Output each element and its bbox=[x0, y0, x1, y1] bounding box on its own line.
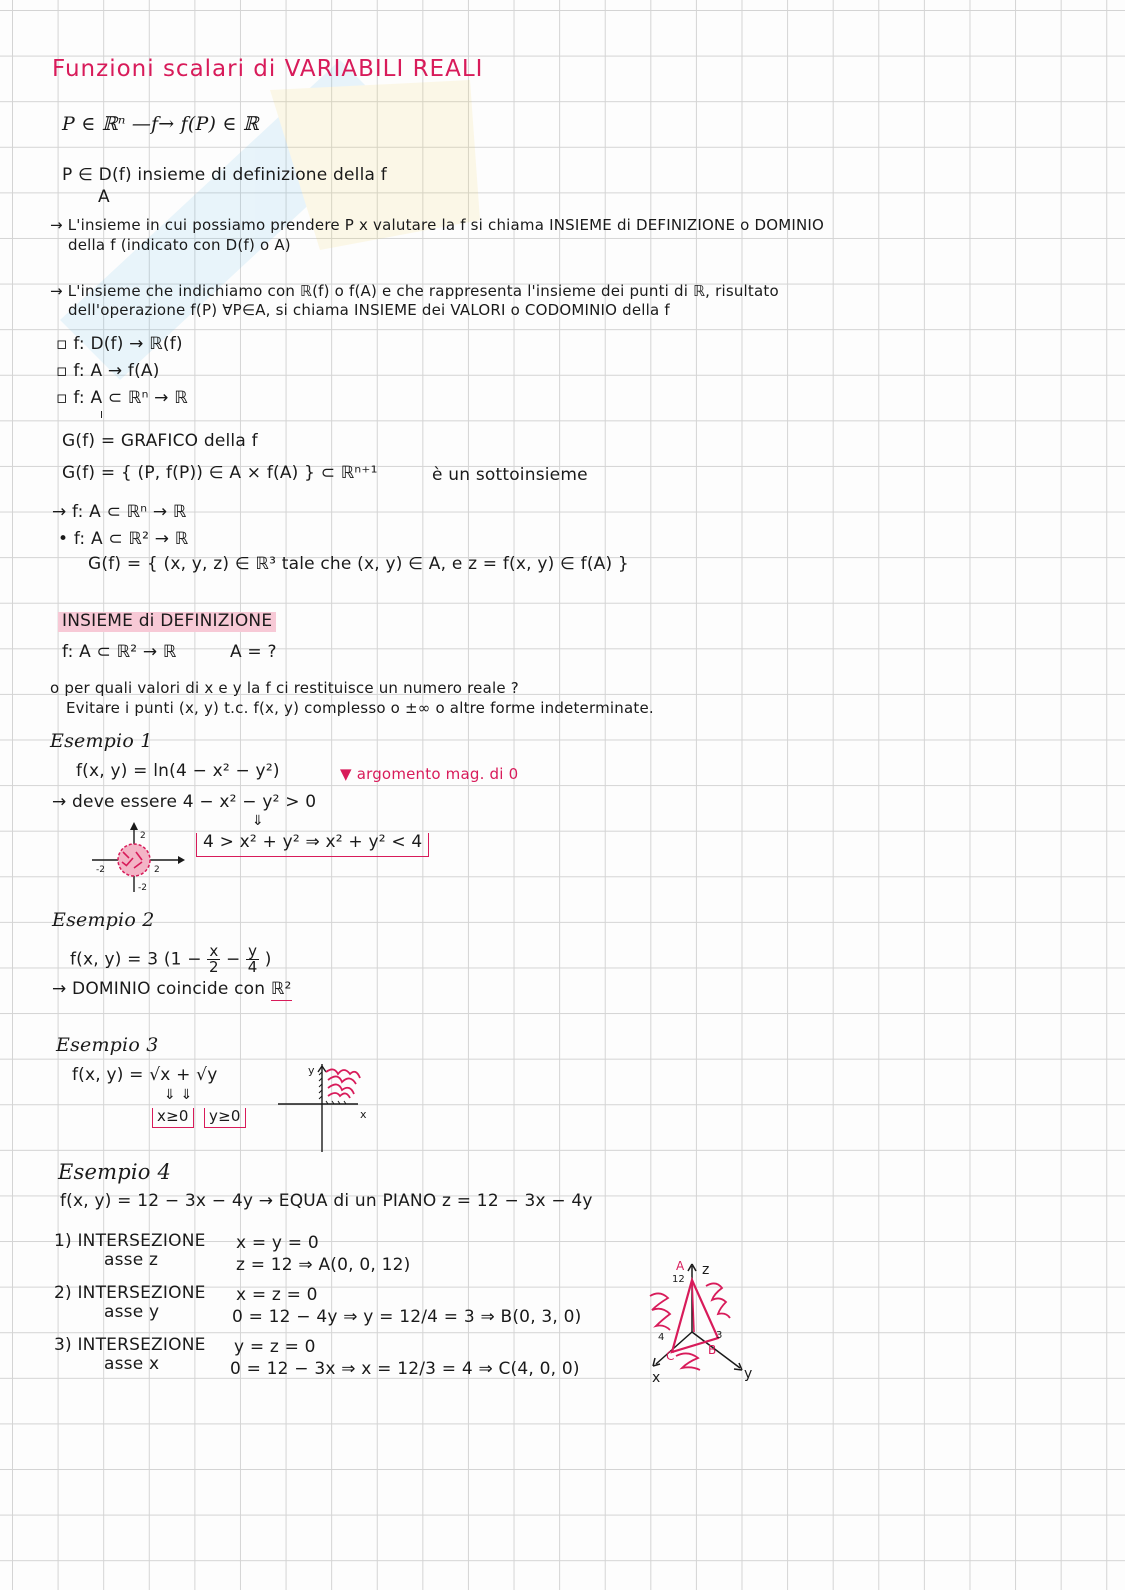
example-3-arrows: ⇓ ⇓ bbox=[164, 1087, 193, 1103]
axis-label-y: y bbox=[308, 1064, 315, 1077]
graph-note: è un sottoinsieme bbox=[432, 465, 588, 485]
tick-label: -2 bbox=[138, 883, 147, 893]
intersection-eq: x = y = 0 bbox=[236, 1233, 319, 1253]
value-label: 12 bbox=[672, 1274, 685, 1285]
domain-paragraph-line2: della f (indicato con D(f) o A) bbox=[68, 236, 291, 254]
intersection-eq: y = z = 0 bbox=[234, 1337, 316, 1357]
axis-label-y: y bbox=[744, 1366, 753, 1382]
example-4-function: f(x, y) = 12 − 3x − 4y → EQUA di un PIANO z = 12 − 3x − 4y bbox=[60, 1191, 593, 1211]
bullet-icon: ▫ bbox=[56, 388, 74, 408]
example-3-label: Esempio 3 bbox=[56, 1034, 159, 1056]
value-label: 3 bbox=[716, 1330, 723, 1341]
section-line2: Evitare i punti (x, y) t.c. f(x, y) complesso o ±∞ o altre forme indeterminate. bbox=[66, 699, 654, 717]
graph-set: G(f) = { (P, f(P)) ∈ A × f(A) } ⊂ ℝⁿ⁺¹ bbox=[62, 463, 378, 483]
graph-line-a: → f: A ⊂ ℝⁿ → ℝ bbox=[52, 502, 187, 522]
intersection-label: 1) INTERSEZIONE bbox=[54, 1231, 206, 1251]
intersection-result: 0 = 12 − 3x ⇒ x = 12/3 = 4 ⇒ C(4, 0, 0) bbox=[230, 1359, 580, 1379]
example-3-quadrant-diagram bbox=[276, 1058, 378, 1154]
example-1-function: f(x, y) = ln(4 − x² − y²) bbox=[76, 761, 280, 781]
example-3-function: f(x, y) = √x + √y bbox=[72, 1065, 218, 1085]
axis-label-x: x bbox=[652, 1370, 661, 1386]
intersection-result: z = 12 ⇒ A(0, 0, 12) bbox=[236, 1255, 411, 1275]
intersection-label: 3) INTERSEZIONE bbox=[54, 1335, 206, 1355]
section-line1: o per quali valori di x e y la f ci restituisce un numero reale ? bbox=[50, 679, 519, 697]
mapping-formula: P ∈ ℝⁿ —f→ f(P) ∈ ℝ bbox=[62, 113, 259, 135]
intersection-axis: asse z bbox=[104, 1250, 159, 1270]
axis-label-z: z bbox=[702, 1262, 710, 1278]
tick-label: 2 bbox=[140, 831, 146, 841]
example-1-result: 4 > x² + y² ⇒ x² + y² < 4 bbox=[196, 833, 429, 857]
example-1-condition: → deve essere 4 − x² − y² > 0 bbox=[52, 792, 317, 812]
bullet-icon: ▫ bbox=[56, 334, 74, 354]
section-heading: INSIEME di DEFINIZIONE bbox=[58, 612, 276, 632]
plane-intersection-diagram bbox=[636, 1256, 766, 1386]
page-title: Funzioni scalari di VARIABILI REALI bbox=[52, 56, 484, 82]
warning-icon: ▼ bbox=[340, 765, 357, 783]
point-label-b: B bbox=[708, 1343, 717, 1357]
point-label-a: A bbox=[676, 1259, 685, 1273]
intersection-axis: asse y bbox=[104, 1302, 160, 1322]
point-label-c: C bbox=[666, 1349, 675, 1363]
graph-line-b: • f: A ⊂ ℝ² → ℝ bbox=[58, 529, 189, 549]
bullet-icon: ▫ bbox=[56, 361, 74, 381]
graph-line-c: G(f) = { (x, y, z) ∈ ℝ³ tale che (x, y) ∈ A, e z = f(x, y) ∈ f(A) } bbox=[88, 554, 629, 574]
example-3-cond-x: x≥0 bbox=[152, 1108, 194, 1128]
implies-arrow: ⇓ bbox=[252, 813, 264, 829]
example-1-disk-diagram bbox=[90, 822, 186, 894]
bullet-item: ▫ f: A ⊂ ℝⁿ → ℝ bbox=[56, 388, 188, 408]
example-4-label: Esempio 4 bbox=[58, 1160, 172, 1184]
bullet-subscript: I bbox=[100, 410, 104, 421]
example-2-result: → DOMINIO coincide con ℝ² bbox=[52, 979, 292, 999]
example-3-cond-y: y≥0 bbox=[204, 1108, 246, 1128]
intersection-label: 2) INTERSEZIONE bbox=[54, 1283, 206, 1303]
codomain-paragraph-line1: → L'insieme che indichiamo con ℝ(f) o f(A) e che rappresenta l'insieme dei punti di ℝ, risultato bbox=[50, 282, 779, 300]
fraction: $\frac{y}{4}$ bbox=[247, 942, 258, 976]
codomain-paragraph-line2: dell'operazione f(P) ∀P∈A, si chiama INSIEME dei VALORI o CODOMINIO della f bbox=[68, 301, 670, 319]
tick-label: 2 bbox=[154, 865, 160, 875]
bullet-item: ▫ f: D(f) → ℝ(f) bbox=[56, 334, 183, 354]
intersection-eq: x = z = 0 bbox=[236, 1285, 318, 1305]
tick-label: -2 bbox=[96, 865, 105, 875]
bullet-item: ▫ f: A → f(A) bbox=[56, 361, 160, 381]
intersection-axis: asse x bbox=[104, 1354, 160, 1374]
example-2-function: f(x, y) = 3 (1 − $\frac{x}{2}$ − $\frac{y}{4}$ ) bbox=[70, 942, 272, 976]
domain-paragraph-line1: → L'insieme in cui possiamo prendere P x valutare la f si chiama INSIEME di DEFINIZIONE o DOMINIO bbox=[50, 216, 825, 234]
value-label: 4 bbox=[658, 1332, 665, 1343]
intersection-result: 0 = 12 − 4y ⇒ y = 12/4 = 3 ⇒ B(0, 3, 0) bbox=[232, 1307, 582, 1327]
section-map: f: A ⊂ ℝ² → ℝ bbox=[62, 642, 177, 662]
domain-alias: A bbox=[98, 187, 110, 207]
section-question: A = ? bbox=[230, 642, 277, 662]
graph-definition: G(f) = GRAFICO della f bbox=[62, 431, 258, 451]
fraction: $\frac{x}{2}$ bbox=[209, 942, 219, 976]
axis-label-x: x bbox=[360, 1108, 367, 1121]
example-1-label: Esempio 1 bbox=[50, 730, 153, 752]
domain-line: P ∈ D(f) insieme di definizione della f bbox=[62, 165, 387, 185]
example-1-note: ▼ argomento mag. di 0 bbox=[340, 765, 519, 783]
example-2-label: Esempio 2 bbox=[52, 909, 155, 931]
